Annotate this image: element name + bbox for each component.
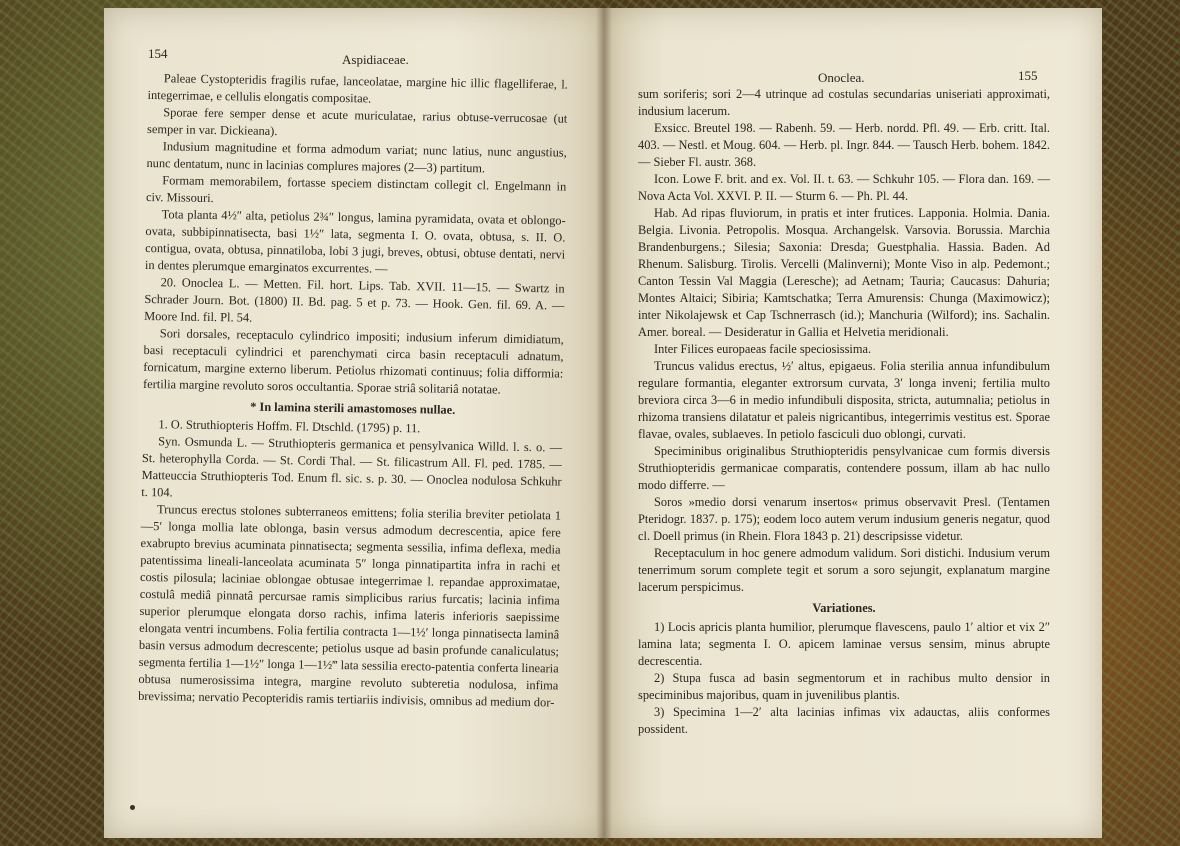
exsiccatae: Exsicc. Breutel 198. — Rabenh. 59. — Herb. nordd. Pfl. 49. — Erb. critt. Ital. 403. — Nestl. et Moug. 604. — Herb. pl. Ingr. 844. — Tausch Herb. bohem. 1842. — Sieber Fl. austr. 368. (638, 121, 1050, 169)
paragraph: Sporae fere semper dense et acute muriculatae, rarius obtuse-verrucosae (ut semper in var. Dickieana). (146, 105, 568, 139)
species-heading: 1. O. Struthiopteris Hoffm. Fl. Dtschld. (1795) p. 11. (158, 417, 421, 436)
genus-heading: 20. Onoclea L. — Metten. Fil. hort. Lips. Tab. XVII. 11—15. — Swartz in Schrader Journ. Bot. (1800) II. Bd. pag. 5 et p. 73. — Hook. Gen. fil. 69. A. — Moore Ind. fil. Pl. 54. (144, 275, 565, 325)
paragraph: Truncus validus erectus, ½′ altus, epigaeus. Folia sterilia annua infundibulum regulare formantia, eleganter extrorsum curvata, 3′ longa inveni; fertilia multo breviora circa 3—6 in medio infundibuli disposita, stricta, autumnalia; petiolus in rhizoma transiens dilatatur et paleis nigricantibus, integerrimis vestitus est. Sporae flavae, ovales, sublaeves. In petiolo fasciculi duo oblongi, curvati. (638, 359, 1050, 441)
left-page-number: 154 (148, 46, 168, 61)
right-text-block (638, 86, 1050, 738)
paragraph: Truncus erectus stolones subterraneos emittens; folia sterilia breviter petiolata 1—5′ longa mollia late oblonga, basin versus admodum decrescentia, apice fere exabrupto brevius acuminata pinnatisecta; segmenta sessilia, infima deflexa, media patentissima lineali-lanceolata acuminata 5″ longa pinnatipartita infra in rachi et costis pilosula; laciniae oblongae obtusae integerrimae l. repandae approximatae, costulâ mediâ pinnatâ percursae ramis simplicibus rarius furcatis; lacinia infima superior plerumque elongata dorso rachis, infima lateris inferioris saepissime elongata ventri incumbens. Folia fertilia contracta 1—1½′ longa pinnatisecta laminâ basin versus admodum decrescente; petiolus usque ad basin profunde canaliculatus; segmenta fertilia 1—1½″ longa 1—1½‴ lata sessilia erecto-patentia conferta linearia obtusa numerosissima integra, margine revoluto subteretia nodulosa, infima brevissima; nervatio Pecopteridis ramis tertiariis indivisis, omnibus ad medium dor- (138, 502, 562, 710)
paragraph: Inter Filices europaeas facile speciosissima. (654, 342, 872, 356)
left-running-head: Aspidiaceae. (342, 52, 409, 67)
habitat: Hab. Ad ripas fluviorum, in pratis et inter frutices. Lapponia. Holmia. Dania. Belgia. Livonia. Petropolis. Mosqua. Archangelsk. Varsovia. Borussia. Marchia Brandenburgens.; Silesia; Saxonia: Dresda; Guestphalia. Hassia. Baden. Ad Rhenum. Salisburg. Tirolis. Vercelli (Malinverni); Monte Viso in alp. Pedemont.; Canton Tessin Val Maggia (Leresche); ad Aetnam; Tauria; Caucasus: Dahuria; Montes Altaici; Sibiria; Kamtschatka; Terra Amurensis: Chunga (Maximowicz); inter Nikolajewsk et Cap Tschnerrasch (id.); Manchuria (Wilford); ins. Sachalin. Amer. boreal. — Desideratur in Gallia et Helvetia meridionali. (638, 206, 1050, 339)
icones: Icon. Lowe F. brit. and ex. Vol. II. t. 63. — Schkuhr 105. — Flora dan. 169. — Nova Acta Vol. XXVI. P. II. — Sturm 6. — Ph. Pl. 44. (638, 172, 1050, 203)
section-heading: * In lamina sterili amastomoses nullae. (250, 399, 456, 417)
paragraph: Speciminibus originalibus Struthiopteridis pensylvanicae cum formis diversis Struthiopteridis germanicae comparatis, contendere possum, illam ab hac nullo modo differre. — (638, 444, 1050, 492)
variation-item: 1) Locis apricis planta humilior, plerumque flavescens, paulo 1′ altior et vix 2″ lamina lata; segmenta I. O. apicem laminae versus sensim, minus abrupte decrescentia. (638, 620, 1050, 668)
ink-dot (130, 805, 135, 810)
left-text-block (138, 70, 568, 712)
right-running-head: Onoclea. (818, 70, 865, 85)
variationes-heading: Variationes. (812, 601, 876, 615)
paragraph: Formam memorabilem, fortasse speciem distinctam collegit cl. Engelmann in civ. Missouri. (145, 173, 567, 206)
right-page-number: 155 (1018, 68, 1038, 83)
paragraph: Indusium magnitudine et forma admodum variat; nunc latius, nunc angustius, nunc dentatum, nunc in lacinias complures majores (2—3) partitum. (146, 139, 567, 176)
paragraph: Sori dorsales, receptaculo cylindrico impositi; indusium inferum dimidiatum, basi receptaculi cylindrici et parenchymati circa basin receptaculi adnatum, fornicatum, margine externo liberum. Petiolus rhizomati continuus; folia difformia: fertilia margine revoluto soros occultantia. Sporae striâ solitariâ notatae. (142, 326, 564, 397)
paragraph: Receptaculum in hoc genere admodum validum. Sori distichi. Indusium verum tenerrimum sorum complete tegit et sorum a soro sejungit, explanatum margine lacerum perspicimus. (638, 546, 1050, 594)
variation-item: 2) Stupa fusca ad basin segmentorum et in rachibus multo densior in speciminibus majoribus, quam in juvenilibus plantis. (638, 671, 1050, 702)
paragraph: Tota planta 4½″ alta, petiolus 2¾″ longus, lamina pyramidata, ovata et oblongo-ovata, subbipinnatisecta, basi 1½″ lata, segmenta I. O. ovata, obtusa, s. II. O. contigua, ovata, obtusa, pinnatiloba, lobi 3 jugi, breves, obtusi, obtuse dentati, nervi in dentes plerumque emarginatos excurrentes. — (144, 207, 566, 276)
paragraph: sum soriferis; sori 2—4 utrinque ad costulas secundarias uniseriati approximati, indusium lacerum. (638, 87, 1050, 118)
synonyms: Syn. Osmunda L. — Struthiopteris germanica et pensylvanica Willd. l. s. o. — St. heterophylla Corda. — St. Cordi Thal. — St. filicastrum All. Fl. ped. 1785. — Matteuccia Struthiopteris Tod. Enum fl. sic. s. p. 30. — Onoclea nodulosa Schkuhr t. 104. (141, 434, 563, 500)
paragraph: Paleae Cystopteridis fragilis rufae, lanceolatae, margine hic illic flagelliferae, l. integerrimae, e cellulis elongatis compositae. (147, 71, 568, 106)
book-gutter (596, 8, 612, 838)
paragraph: Soros »medio dorsi venarum insertos« primus observavit Presl. (Tentamen Pteridogr. 1837. p. 175); eodem loco autem verum indusium generis negatur, quod cl. Doell primus (in Rhein. Flora 1843 p. 21) descripsisse videtur. (638, 495, 1050, 543)
variation-item: 3) Specimina 1—2′ alta lacinias infimas vix adauctas, aliis conformes possident. (638, 705, 1050, 736)
